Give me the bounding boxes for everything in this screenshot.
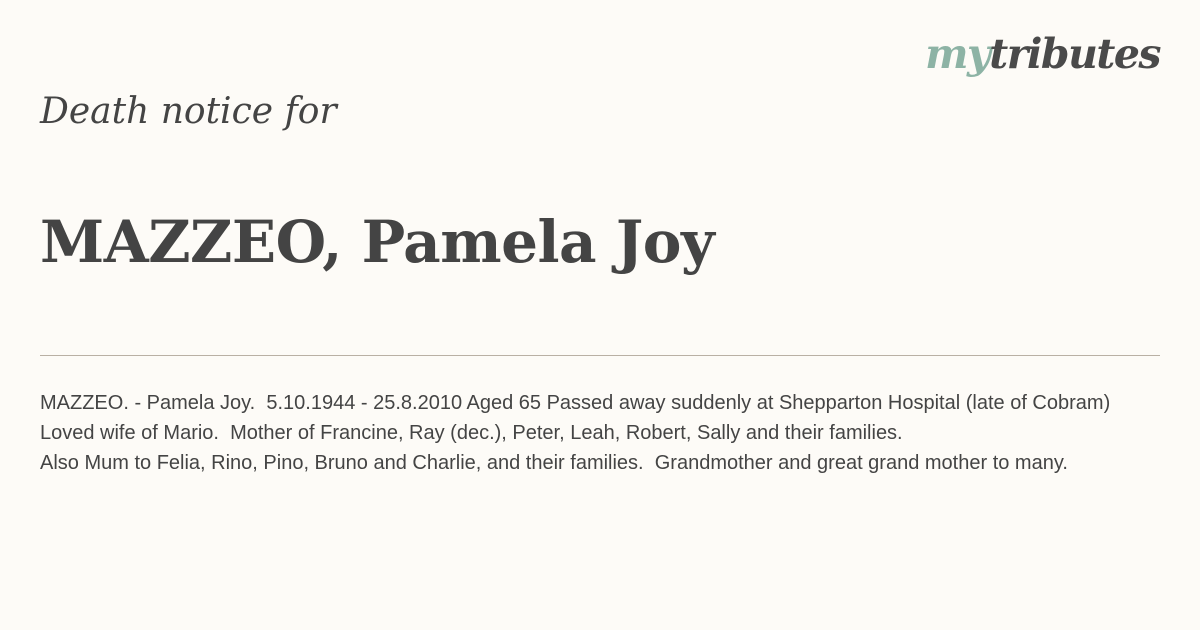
mytributes-logo[interactable]: [925, 30, 1160, 78]
notice-body-text: MAZZEO. - Pamela Joy. 5.10.1944 - 25.8.2010 Aged 65 Passed away suddenly at Shepparton Hospital (late of Cobram) Loved wife of Mario. Mother of Francine, Ray (dec.), Peter, Leah, Robert, Sally and their families. Also Mum to Felia, Rino, Pino, Bruno and Charlie, and their families. Grandmother and great grand mother to many.: [40, 392, 1111, 474]
section-divider: [40, 355, 1160, 356]
logo-my-text: my: [925, 30, 990, 78]
logo-tributes-text: tributes: [989, 30, 1160, 78]
deceased-name: MAZZEO, Pamela Joy: [40, 208, 715, 276]
notice-type-label: Death notice for: [40, 91, 337, 132]
